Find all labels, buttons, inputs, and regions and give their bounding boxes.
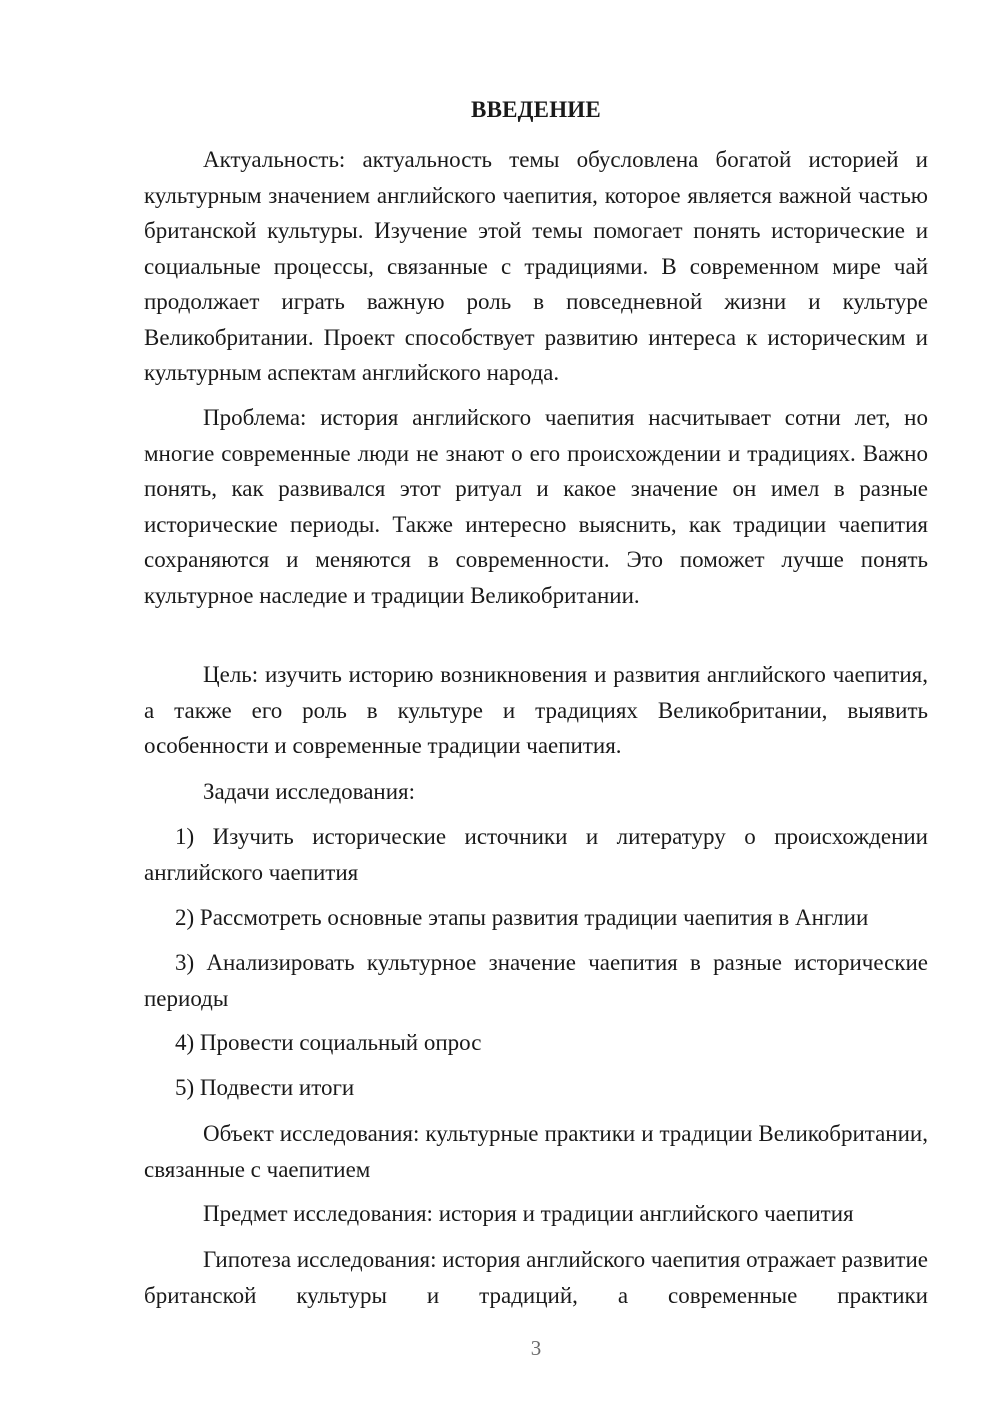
paragraph-tasks-heading: Задачи исследования: [203, 779, 416, 804]
task-item-4: 4) Провести социальный опрос [175, 1030, 482, 1055]
task-item-5: 5) Подвести итоги [175, 1075, 355, 1100]
paragraph-subject: Предмет исследования: история и традиции английского чаепития [203, 1201, 854, 1226]
paragraph-relevance: Актуальность: актуальность темы обусловлена богатой историей и культурным значением английского чаепития, которое является важной частью британской культуры. Изучение этой темы помогает понять исторические и социальные процессы, связанные с традициями. В современном мире чай продолжает играть важную роль в повседневной жизни и культуре Великобритании. Проект способствует развитию интереса к историческим и культурным аспектам английского народа. [144, 147, 928, 385]
page-number: 3 [530, 1336, 542, 1360]
paragraph-goal: Цель: изучить историю возникновения и развития английского чаепития, а также его роль в культуре и традициях Великобритании, выявить особенности и современные традиции чаепития. [144, 662, 928, 758]
task-item-1: 1) Изучить исторические источники и литературу о происхождении английского чаепития [144, 824, 928, 885]
task-item-2: 2) Рассмотреть основные этапы развития традиции чаепития в Англии [175, 905, 869, 930]
paragraph-object: Объект исследования: культурные практики и традиции Великобритании, связанные с чаепитием [144, 1121, 928, 1182]
task-item-3: 3) Анализировать культурное значение чаепития в разные исторические периоды [144, 950, 928, 1011]
section-heading: ВВЕДЕНИЕ [471, 97, 601, 122]
paragraph-hypothesis: Гипотеза исследования: история английского чаепития отражает развитие британской культуры и традиций, а современные практики [144, 1247, 929, 1308]
paragraph-problem: Проблема: история английского чаепития насчитывает сотни лет, но многие современные люди не знают о его происхождении и традициях. Важно понять, как развивался этот ритуал и какое значение он имел в разные исторические периоды. Также интересно выяснить, как традиции чаепития сохраняются и меняются в современности. Это поможет лучше понять культурное наследие и традиции Великобритании. [144, 405, 928, 608]
